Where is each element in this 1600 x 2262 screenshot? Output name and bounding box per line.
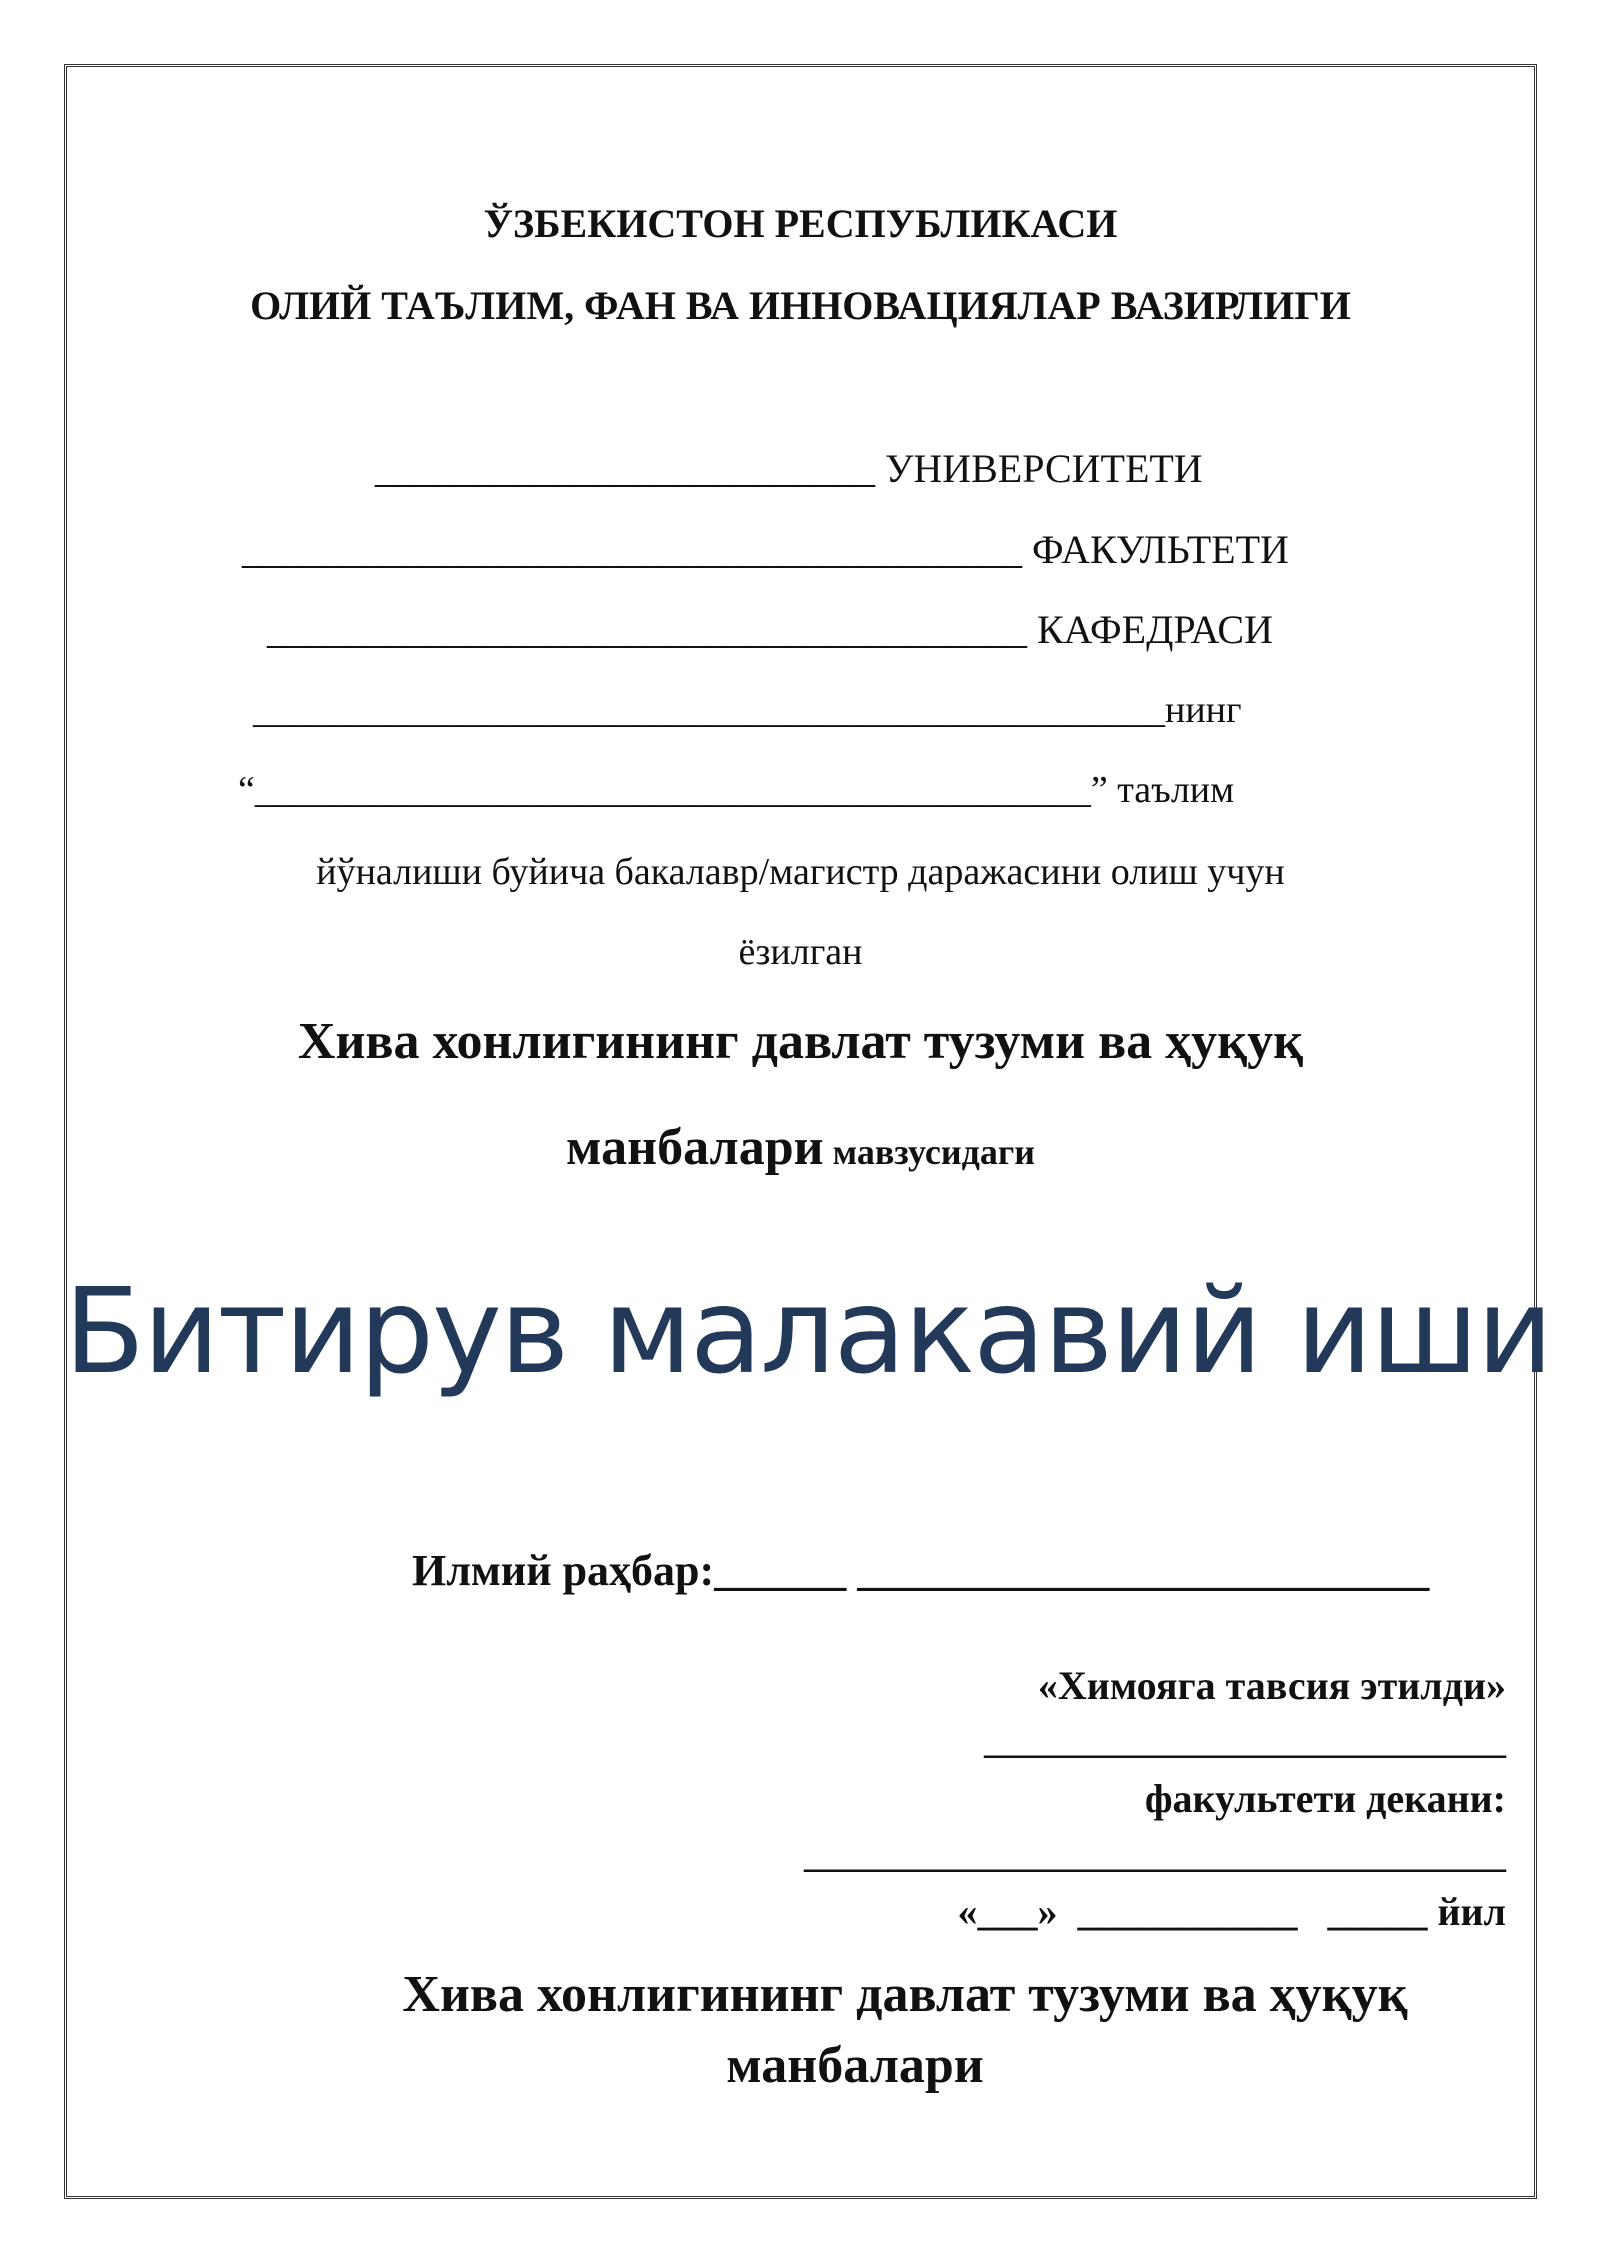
date-open: «: [957, 1889, 978, 1934]
theme-line-2: [64, 1118, 1537, 1177]
footer-theme-line-1: Хива хонлигининг давлат тузуми ва ҳуқуқ: [402, 1966, 1408, 2023]
ministry-heading: ОЛИЙ ТАЪЛИМ, ФАН ВА ИННОВАЦИЯЛАР ВАЗИРЛИГИ: [250, 283, 1351, 328]
university-line: [375, 445, 1203, 492]
republic-heading: ЎЗБЕКИСТОН РЕСПУБЛИКАСИ: [483, 201, 1118, 246]
date-day-blank: ___: [977, 1889, 1038, 1934]
faculty-blank: _______________________________________: [242, 527, 1022, 572]
theme-suffix: мавзусидаги: [823, 1132, 1035, 1172]
date-line: [957, 1888, 1506, 1935]
year-word: йил: [1437, 1889, 1506, 1934]
date-year-blank: _____: [1327, 1889, 1428, 1934]
department-label: КАФЕДРАСИ: [1027, 607, 1273, 652]
direction-line: [238, 768, 1234, 812]
defense-blank: _____________________________: [984, 1721, 1506, 1761]
defense-recommended: «Химояга тавсия этилди»: [1037, 1663, 1506, 1708]
direction-blank: ____________________________________________: [254, 769, 1091, 811]
supervisor-line: [412, 1545, 1429, 1596]
theme-line-1: Хива хонлигининг давлат тузуми ва ҳуқуқ: [297, 1013, 1304, 1070]
direction-open-quote: “: [238, 769, 255, 811]
footer-theme-line-2: манбалари: [726, 2037, 984, 2094]
direction-close: ” таълим: [1090, 769, 1235, 811]
student-blank: ________________________________________________: [253, 689, 1165, 731]
faculty-line: [242, 526, 1289, 573]
faculty-label: ФАКУЛЬТЕТИ: [1022, 527, 1289, 572]
supervisor-label: Илмий раҳбар:: [412, 1546, 715, 1595]
department-blank: ______________________________________: [267, 607, 1027, 652]
dean-blank: _______________________________________: [804, 1835, 1506, 1875]
university-blank: _________________________: [375, 446, 875, 491]
theme-word: манбалари: [566, 1119, 824, 1176]
date-close: »: [1037, 1889, 1058, 1934]
dean-label: факультети декани:: [1144, 1776, 1506, 1821]
supervisor-blank-2: __________________________: [857, 1546, 1430, 1595]
student-suffix: нинг: [1165, 689, 1242, 731]
degree-text: йўналиши буйича бакалавр/магистр даражасини олиш учун: [316, 851, 1285, 893]
written-text: ёзилган: [738, 931, 863, 973]
work-title: Битирув малакавий иши: [64, 1262, 1552, 1400]
date-month-blank: ___________: [1077, 1889, 1298, 1934]
student-line: [253, 688, 1242, 732]
department-line: [267, 606, 1273, 653]
university-label: УНИВЕРСИТЕТИ: [875, 446, 1203, 491]
supervisor-blank-1: ______: [714, 1546, 847, 1595]
